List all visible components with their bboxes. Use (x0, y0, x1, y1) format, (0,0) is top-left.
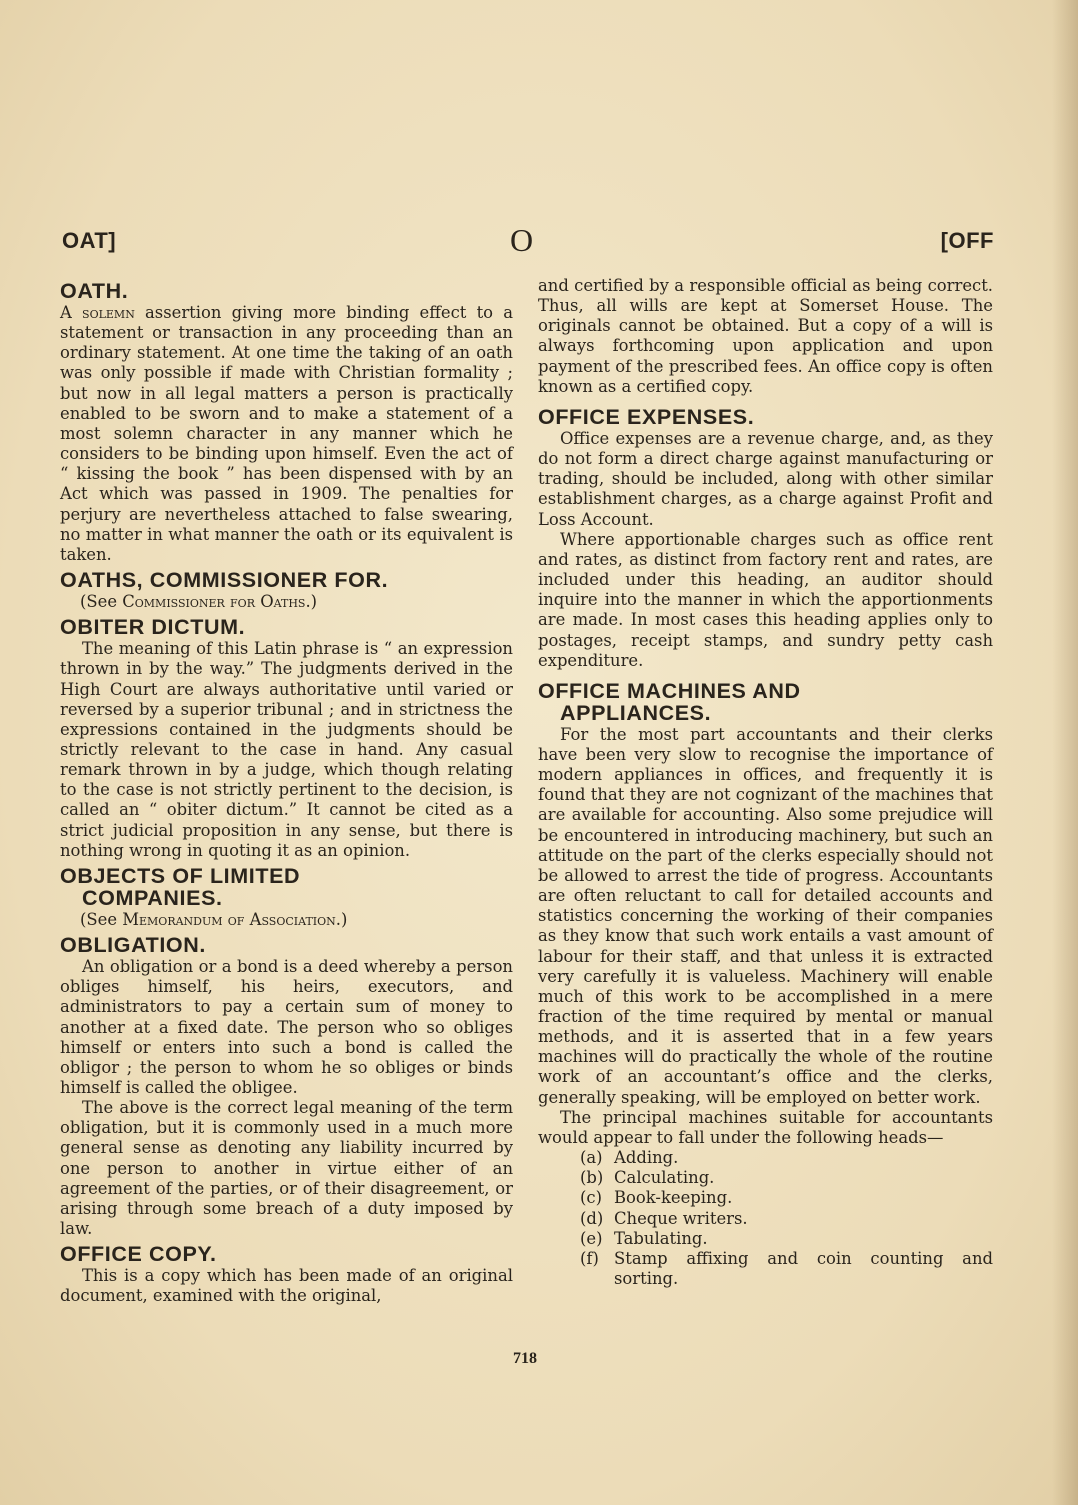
entry-body-office-machines-2: The principal machines suitable for accountants would appear to fall under the following heads— (538, 1107, 993, 1147)
list-item: (e) Tabulating. (580, 1228, 708, 1248)
running-head-left: OAT] (62, 228, 117, 253)
page-edge-shadow (1052, 0, 1078, 1505)
entry-body-obligation-1: An obligation or a bond is a deed whereby a person obliges himself, his heirs, executors, and administrators to pay a certain sum of money to another at a fixed date. The person who so obliges himself or enters into such a bond is called the obligor ; the person to whom he so obliges or binds himself is called the obligee. (60, 957, 513, 1097)
right-column (538, 276, 993, 1289)
entry-title-obligation: OBLIGATION. (60, 933, 206, 958)
entry-body-office-machines-1: For the most part accountants and their clerks have been very slow to recognise the importance of modern appliances in offices, and frequently it is found that they are not cognizant of the machines that are available for accounting. Also some prejudice will be encountered in introducing machinery, but such an attitude on the part of the clerks especially should not be allowed to arrest the tide of progress. Accountants are often reluctant to call for detailed accounts and statistics concerning the working of their companies as they know that such work entails a vast amount of labour for their staff, and that unless it is extracted very carefully it is valueless. Machinery will enable much of this work to be accomplished in a mere fraction of the time required by mental or manual methods, and it is asserted that in a few years machines will do practically the whole of the routine work of an accountant’s office and the clerks, generally speaking, will be employed on better work. (538, 724, 993, 1107)
list-item: (d) Cheque writers. (580, 1208, 748, 1228)
running-head-letter: O (510, 222, 534, 258)
entry-title-office-expenses: OFFICE EXPENSES. (538, 404, 755, 429)
entry-body-obligation-2: The above is the correct legal meaning of the term obligation, but it is commonly used in a much more general sense as denoting any liability incurred by one person to another in virtue either of an agreement of the parties, or of their disagreement, or arising through some breach of a duty imposed by law. (60, 1098, 513, 1239)
machine-heads-list (538, 1148, 993, 1289)
entry-title-oaths-commissioner: OATHS, COMMISSIONER FOR. (60, 568, 389, 593)
entry-lead-oath: A solemn (60, 303, 135, 322)
cross-reference-link[interactable]: Commissioner for Oaths (122, 592, 306, 612)
list-item: (c) Book-keeping. (580, 1188, 733, 1208)
list-item: (a) Adding. (580, 1148, 679, 1168)
entry-title-objects: OBJECTS OF LIMITED COMPANIES. (60, 863, 301, 910)
page-number: 718 (513, 1350, 537, 1367)
left-column (60, 276, 513, 1307)
entry-body-oath: A solemn assertion giving more binding effect to a statement or transaction in any proceeding than an ordinary statement. At one time the taking of an oath was only possible if made with Christian formality ; but now in all legal matters a person is practically enabled to be sworn and to make a statement of a most solemn character in any manner which he considers to be binding upon himself. Even the act of “ kissing the book ” has been dispensed with by an Act which was passed in 1909. The penalties for perjury are nevertheless attached to false swearing, no matter in what manner the oath or its equivalent is taken. (60, 303, 513, 564)
entry-body-office-expenses-2: Where apportionable charges such as office rent and rates, as distinct from factory rent and rates, are included under this heading, an auditor should inquire into the manner in which the apportionments are made. In most cases this heading applies only to postages, receipt stamps, and sundry petty cash expenditure. (538, 529, 993, 670)
entry-title-office-machines: OFFICE MACHINES AND APPLIANCES. (538, 678, 801, 725)
running-head (62, 222, 994, 262)
cross-reference-oaths: (See Commissioner for Oaths.) (80, 592, 318, 612)
running-head-right: [OFF (940, 228, 994, 253)
list-item: (f) Stamp affixing and coin counting and sorting. (580, 1248, 993, 1289)
entry-body-obiter-dictum: The meaning of this Latin phrase is “ an expression thrown in by the way.” The judgments derived in the High Court are always authoritative until varied or reversed by a superior tribunal ; and in strictness the expressions contained in the judgments should be strictly relevant to the case in hand. Any casual remark thrown in by a judge, which though relating to the case is not strictly pertinent to the decision, is called an “ obiter dictum.” It cannot be cited as a strict judicial proposition in any sense, but there is nothing wrong in quoting it as an opinion. (60, 639, 513, 860)
cross-reference-link[interactable]: Memorandum of Association (122, 909, 336, 929)
list-item: (b) Calculating. (580, 1168, 715, 1188)
entry-title-obiter-dictum: OBITER DICTUM. (60, 615, 246, 640)
entry-body-office-copy: This is a copy which has been made of an original document, examined with the original, (60, 1266, 513, 1306)
entry-body-office-copy-continued: and certified by a responsible official as being correct. Thus, all wills are kept at Somerset House. The originals cannot be obtained. But a copy of a will is always forthcoming upon application and upon payment of the prescribed fees. An office copy is often known as a certified copy. (538, 276, 993, 396)
entry-title-office-copy: OFFICE COPY. (60, 1242, 217, 1267)
entry-title-oath: OATH. (60, 279, 129, 303)
entry-body-office-expenses-1: Office expenses are a revenue charge, and, as they do not form a direct charge against manufacturing or trading, should be included, along with other similar establishment charges, as a charge against Profit and Loss Account. (538, 428, 993, 529)
cross-reference-objects: (See Memorandum of Association.) (80, 909, 348, 929)
